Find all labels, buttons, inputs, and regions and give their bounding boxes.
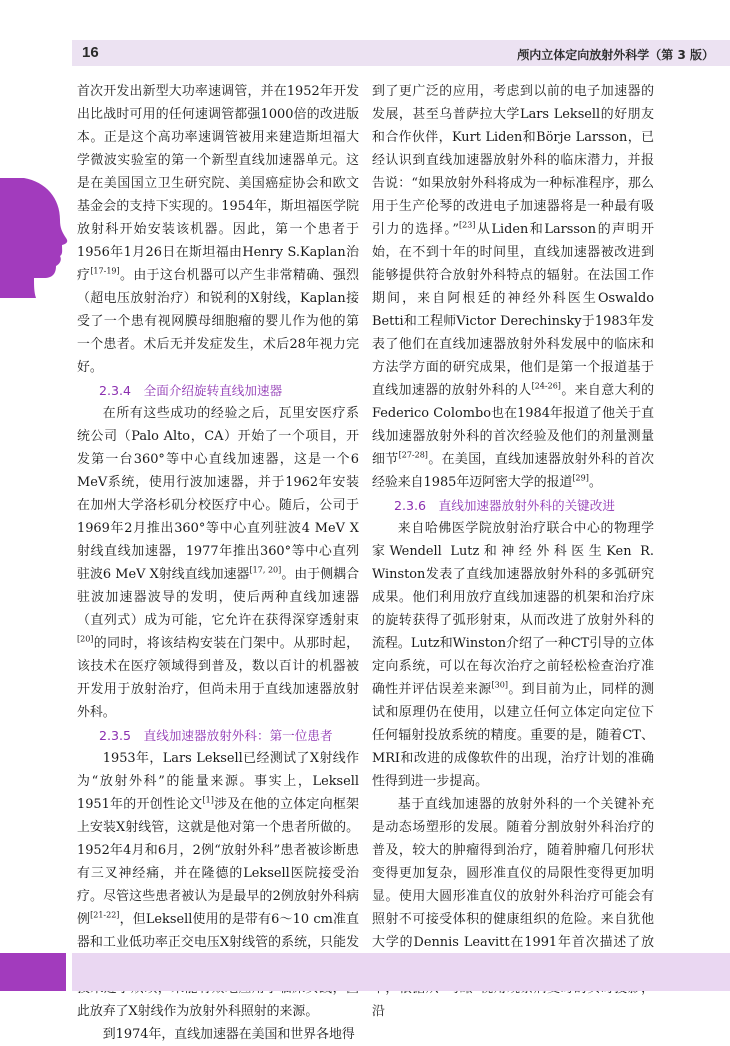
citation: [24-26] xyxy=(531,381,561,391)
section-heading-2-3-5: 2.3.5 直线加速器放射外科：第一位患者 xyxy=(99,728,333,743)
section-heading-2-3-4: 2.3.4 全面介绍旋转直线加速器 xyxy=(99,383,283,398)
citation: [17, 20] xyxy=(249,565,282,575)
citation: [27-28] xyxy=(398,450,428,460)
citation: [29] xyxy=(572,473,589,483)
head-profile-icon xyxy=(0,178,70,298)
citation: [21-22] xyxy=(90,910,120,920)
running-title: 颅内立体定向放射外科学（第 3 版） xyxy=(517,48,714,62)
citation: [23] xyxy=(459,220,476,230)
citation: [20] xyxy=(77,634,94,644)
paragraph: 来自哈佛医学院放射治疗联合中心的物理学家Wendell Lutz和神经外科医生Ken R. Winston发表了直线加速器放射外科的多弧研究成果。他们利用放疗直线加速器的机架和治疗床的旋转获得了弧形射束，从而改进了放射外科的流程。Lutz和Winston介绍了一种CT引导的立体定向系统，可以在每次治疗之前轻松检查治疗准确性并评估误差来源[30]。到目前为止，同样的测试和原理仍在使用，以建立任何立体定向定位下任何辐射投放系统的精度。重要的是，随着CT、MRI和改进的成像软件的出现，治疗计划的准确性得到进一步提高。 xyxy=(372,521,655,789)
page-number: 16 xyxy=(82,44,99,61)
left-column xyxy=(77,80,359,1046)
footer-tab xyxy=(0,953,66,991)
paragraph: 到了更广泛的应用，考虑到以前的电子加速器的发展，甚至乌普萨拉大学Lars Leksell的好朋友和合作伙伴，Kurt Liden和Börje Larsson，已经认识到直线加速器放射外科的临床潜力，并报告说：“如果放射外科将成为一种标准程序，那么用于生产伦琴的改进电子加速器将是一种最有吸引力的选择。”[23]从Liden和Larsson的声明开始，在不到十年的时间里，直线加速器被改进到能够提供符合放射外科特点的辐射。在法国工作期间，来自阿根廷的神经外科医生Oswaldo Betti和工程师Victor Derechinsky于1983年发表了他们在直线加速器放射外科发展中的临床和方法学方面的研究成果，他们是第一个报道基于直线加速器的放射外科的人[24-26]。来自意大利的Federico Colombo也在1984年报道了他关于直线加速器放射外科的首次经验及他们的剂量测量细节[27-28]。在美国，直线加速器放射外科的首次经验来自1985年迈阿密大学的报道[29]。 xyxy=(372,84,655,490)
citation: [17-19] xyxy=(90,266,120,276)
section-heading-2-3-6: 2.3.6 直线加速器放射外科的关键改进 xyxy=(394,498,615,513)
paragraph: 首次开发出新型大功率速调管，并在1952年开发出比战时可用的任何速调管都强1000倍的改进版本。正是这个高功率速调管被用来建造斯坦福大学微波实验室的第一个新型直线加速器单元。这是在美国国立卫生研究院、美国癌症协会和欧文基金会的支持下实现的。1954年，斯坦福医学院放射科开始安装该机器。因此，第一个患者于1956年1月26日在斯坦福由Henry S.Kaplan治疗[17-19]。由于这台机器可以产生非常精确、强烈（超电压放射治疗）和锐利的X射线，Kaplan接受了一个患有视网膜母细胞瘤的婴儿作为他的第一个患者。术后无并发症发生，术后28年视力完好。 xyxy=(77,84,360,375)
paragraph: 1953年，Lars Leksell已经测试了X射线作为“放射外科”的能量来源。事实上，Leksell 1951年的开创性论文[1]涉及在他的立体定向框架上安装X射线管，这就是他对第一个患者所做的。1952年4月和6月，2例“放射外科”患者被诊断患有三叉神经痛，并在隆德的Leksell医院接受治疗。尽管这些患者被认为是最早的2例放射外科病例[21-22]，但Leksell使用的是带有6～10 cm准直器和工业低功率正交电压X射线管的系统，只能发 此放弃了X射线作为放射外科照射的来源。 xyxy=(77,751,360,1019)
right-column xyxy=(372,80,654,1023)
paragraph: 到1974年，直线加速器在美国和世界各地得 xyxy=(102,1027,355,1042)
citation: [1] xyxy=(202,795,214,805)
paragraph: 在所有这些成功的经验之后，瓦里安医疗系统公司（Palo Alto，CA）开始了一个项目，开发第一台360°等中心直线加速器，这是一个6 MeV系统，使用行波加速器，并于1962年安装在加州大学洛杉矶分校医疗中心。随后，公司于1969年2月推出360°等中心直列驻波4 MeV X射线直线加速器，1977年推出360°等中心直列驻波6 MeV X射线直线加速器[17, 20]。由于侧耦合驻波加速器波导的发明，使后两种直线加速器（直列式）成为可能，它允许在获得深穿透射束[20]的同时，将该结构安装在门架中。从那时起，该技术在医疗领域得到普及，数以百计的机器被开发用于放射治疗，但尚未用于直线加速器放射外科。 xyxy=(77,406,360,720)
citation: [30] xyxy=(491,680,508,690)
footer-band xyxy=(72,953,730,991)
paragraph: 基于直线加速器的放射外科的一个关键补充是动态场塑形的发展。随着分割放射外科治疗的普及，较大的肿瘤得到治疗，随着肿瘤几何形状变得更加复杂，圆形准直仪的局限性变得更加明显。使用大圆形准直仪的放射外科治疗可能会有照射不可接受体积的健康组织的危险。来自犹他大学的Dennis Leavitt在1991年首次描述了放 沿 xyxy=(372,797,654,1019)
